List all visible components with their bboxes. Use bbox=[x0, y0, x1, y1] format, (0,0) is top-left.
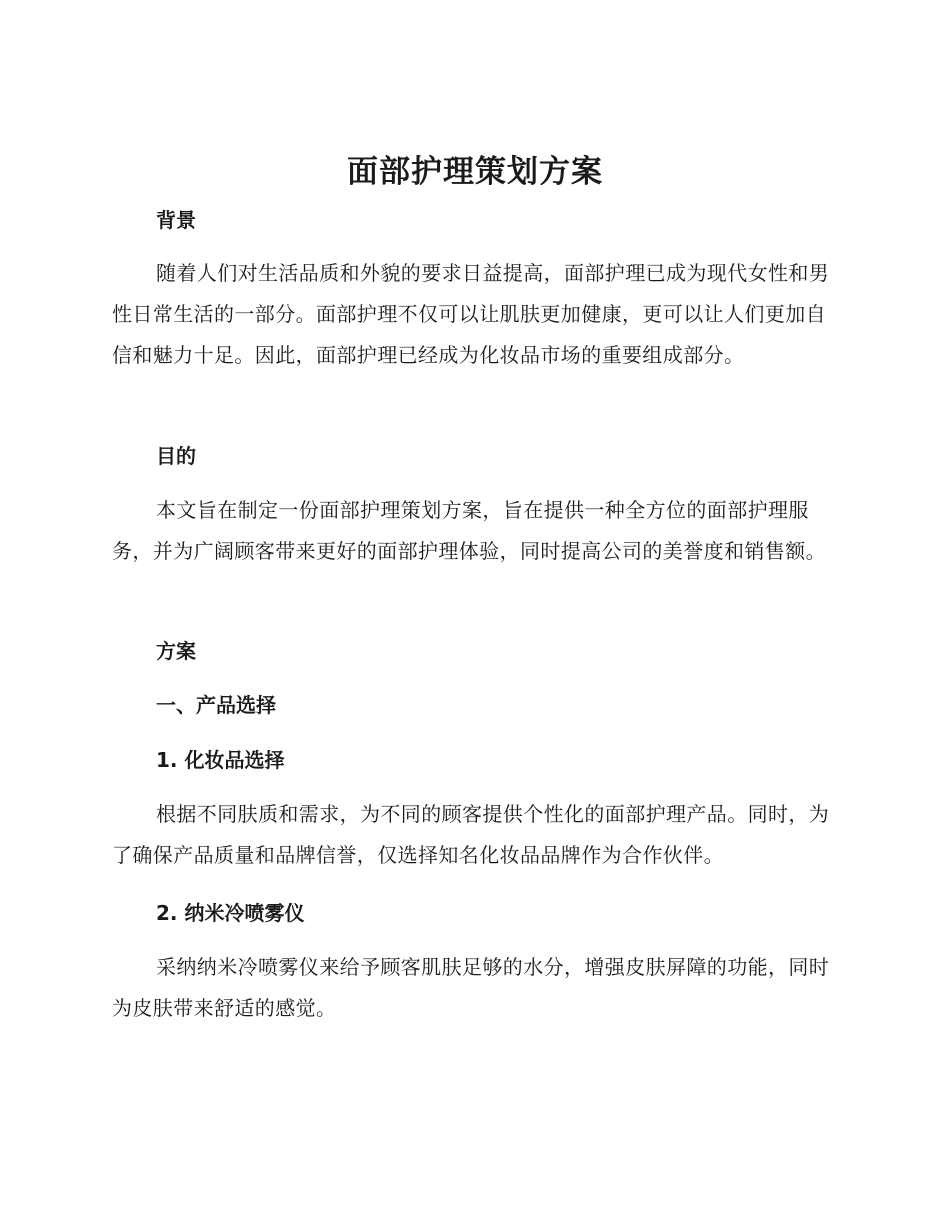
plan-heading: 方案 bbox=[156, 639, 196, 663]
document-title: 面部护理策划方案 bbox=[347, 154, 603, 190]
background-paragraph: 随着人们对生活品质和外貌的要求日益提高，面部护理已成为现代女性和男性日常生活的一部分。面部护理不仅可以让肌肤更加健康，更可以让人们更加自信和魅力十足。因此，面部护理已经成为化妆品市场的重要组成部分。 bbox=[112, 261, 830, 367]
purpose-heading: 目的 bbox=[156, 444, 196, 468]
product-selection-heading: 一、产品选择 bbox=[156, 693, 276, 717]
cosmetics-selection-heading: 1. 化妆品选择 bbox=[156, 748, 285, 772]
background-heading: 背景 bbox=[156, 208, 196, 232]
cosmetics-paragraph: 根据不同肤质和需求，为不同的顾客提供个性化的面部护理产品。同时，为了确保产品质量和品牌信誉，仅选择知名化妆品品牌作为合作伙伴。 bbox=[112, 802, 830, 867]
sprayer-paragraph: 采纳纳米冷喷雾仪来给予顾客肌肤足够的水分，增强皮肤屏障的功能，同时为皮肤带来舒适的感觉。 bbox=[112, 955, 830, 1020]
purpose-paragraph: 本文旨在制定一份面部护理策划方案，旨在提供一种全方位的面部护理服务，并为广阔顾客带来更好的面部护理体验，同时提高公司的美誉度和销售额。 bbox=[112, 498, 826, 563]
sprayer-heading: 2. 纳米冷喷雾仪 bbox=[156, 901, 305, 925]
